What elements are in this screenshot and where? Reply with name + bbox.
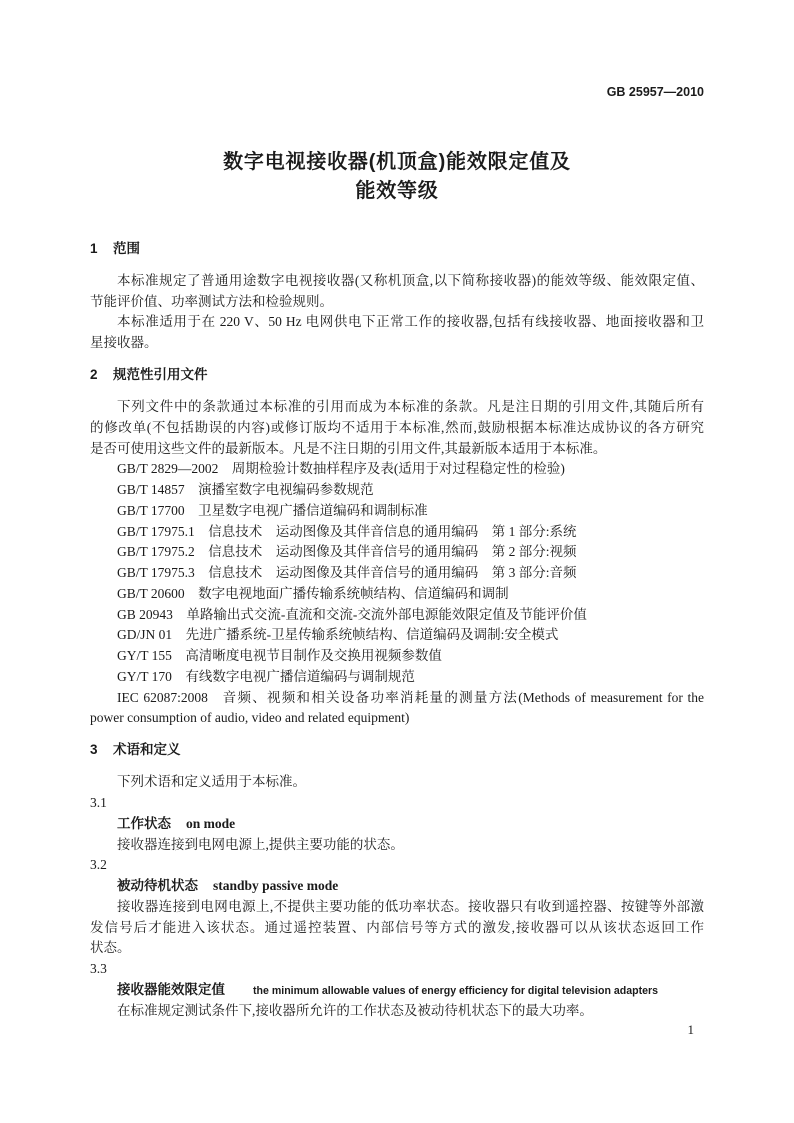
paragraph — [90, 397, 704, 459]
reference-title: 先进广播系统-卫星传输系统帧结构、信道编码及调制:安全模式 — [185, 627, 559, 643]
reference-title: 高清晰度电视节目制作及交换用视频参数值 — [185, 648, 442, 664]
reference-title: 周期检验计数抽样程序及表(适用于对过程稳定性的检验) — [231, 461, 565, 477]
term-heading — [90, 814, 704, 835]
reference-item — [90, 605, 704, 626]
text-line: 本标准适用于在 220 V、50 Hz 电网供电下正常工作的接收器,包括有线接收器、地面接收器和卫 — [117, 314, 704, 330]
reference-code: GB 20943 — [117, 606, 173, 622]
reference-item — [90, 667, 704, 688]
reference-item — [90, 646, 704, 667]
title-line-2: 能效等级 — [355, 180, 439, 202]
reference-title: 信息技术 运动图像及其伴音信息的通用编码 第 1 部分:系统 — [208, 523, 577, 539]
term-chinese: 被动待机状态 — [117, 878, 198, 894]
document-title — [0, 148, 794, 206]
term-entry — [90, 959, 704, 1021]
term-chinese: 工作状态 — [117, 815, 171, 831]
reference-code: GD/JN 01 — [117, 627, 173, 643]
term-english: standby passive mode — [213, 878, 339, 894]
reference-title: 单路输出式交流-直流和交流-交流外部电源能效限定值及节能评价值 — [186, 606, 587, 622]
section-heading — [90, 740, 704, 761]
term-entry — [90, 793, 704, 855]
reference-title: 卫星数字电视广播信道编码和调制标准 — [198, 502, 428, 518]
reference-code: GB/T 17975.1 — [117, 523, 195, 539]
reference-title: 音频、视频和相关设备功率消耗量的测量方法(Methods of measurement for the — [221, 689, 704, 705]
reference-title: 演播室数字电视编码参数规范 — [198, 482, 374, 498]
paragraph — [90, 271, 704, 313]
reference-title: 有线数字电视广播信道编码与调制规范 — [185, 668, 415, 684]
term-english: on mode — [186, 815, 236, 831]
text-line — [90, 688, 704, 709]
reference-code: IEC 62087:2008 — [117, 689, 208, 705]
title-line-1: 数字电视接收器(机顶盒)能效限定值及 — [223, 151, 571, 173]
text-line: 本标准规定了普通用途数字电视接收器(又称机顶盒,以下简称接收器)的能效等级、能效限定值、 — [117, 272, 704, 288]
term-definition: 接收器连接到电网电源上,提供主要功能的状态。 — [117, 836, 404, 852]
paragraph — [90, 312, 704, 354]
reference-item — [90, 688, 704, 730]
reference-code: GB/T 2829—2002 — [117, 461, 219, 477]
term-definition: 状态。 — [90, 940, 131, 956]
reference-code: GY/T 155 — [117, 648, 172, 664]
section-number: 2 — [90, 366, 98, 382]
reference-item — [90, 459, 704, 480]
reference-item — [90, 480, 704, 501]
text-line: 下列文件中的条款通过本标准的引用而成为本标准的条款。凡是注日期的引用文件,其随后所有 — [117, 399, 704, 415]
reference-title: 信息技术 运动图像及其伴音信号的通用编码 第 3 部分:音频 — [208, 565, 577, 581]
section-intro: 下列术语和定义适用于本标准。 — [117, 774, 306, 790]
page-number: 1 — [687, 1022, 694, 1037]
term-number: 3.1 — [90, 795, 107, 811]
reference-title: 数字电视地面广播传输系统帧结构、信道编码和调制 — [198, 585, 509, 601]
reference-code: GB/T 17975.2 — [117, 544, 195, 560]
section-scope — [90, 239, 704, 354]
term-definition: 接收器连接到电网电源上,不提供主要功能的低功率状态。接收器只有收到遥控器、按键等外部激 — [117, 898, 704, 914]
term-entry — [90, 855, 704, 959]
reference-item — [90, 584, 704, 605]
document-body — [90, 239, 704, 1022]
section-heading — [90, 239, 704, 260]
term-definition: 在标准规定测试条件下,接收器所允许的工作状态及被动待机状态下的最大功率。 — [117, 1002, 593, 1018]
reference-code: GB/T 14857 — [117, 482, 185, 498]
reference-list — [90, 459, 704, 729]
section-normative-references — [90, 365, 704, 729]
section-number: 1 — [90, 240, 98, 256]
reference-item — [90, 522, 704, 543]
term-english: the minimum allowable values of energy efficiency for digital television adapters — [253, 984, 659, 997]
term-definition: 发信号后才能进入该状态。通过遥控装置、内部信号等方式的激发,接收器可以从该状态返回工作 — [90, 919, 704, 935]
section-title: 规范性引用文件 — [113, 366, 208, 382]
reference-title-continued: power consumption of audio, video and related equipment) — [90, 710, 410, 726]
text-line: 星接收器。 — [90, 335, 158, 351]
section-terms-and-definitions — [90, 740, 704, 1021]
reference-code: GB/T 17975.3 — [117, 565, 195, 581]
section-title: 术语和定义 — [113, 742, 181, 758]
reference-item — [90, 542, 704, 563]
term-heading — [90, 980, 704, 1001]
text-line: 是否可使用这些文件的最新版本。凡是不注日期的引用文件,其最新版本适用于本标准。 — [90, 440, 607, 456]
section-number: 3 — [90, 742, 98, 758]
term-number: 3.3 — [90, 961, 107, 977]
reference-item — [90, 563, 704, 584]
term-number: 3.2 — [90, 857, 107, 873]
text-line: 的修改单(不包括勘误的内容)或修订版均不适用于本标准,然而,鼓励根据本标准达成协议的各方研究 — [90, 419, 704, 435]
reference-title: 信息技术 运动图像及其伴音信号的通用编码 第 2 部分:视频 — [208, 544, 577, 560]
term-heading — [90, 876, 704, 897]
text-line: 节能评价值、功率测试方法和检验规则。 — [90, 293, 333, 309]
section-heading — [90, 365, 704, 386]
reference-item — [90, 625, 704, 646]
term-chinese: 接收器能效限定值 — [117, 981, 225, 997]
standard-number: GB 25957—2010 — [606, 85, 704, 99]
reference-item — [90, 501, 704, 522]
reference-code: GY/T 170 — [117, 668, 172, 684]
section-title: 范围 — [113, 240, 140, 256]
reference-code: GB/T 20600 — [117, 585, 185, 601]
reference-code: GB/T 17700 — [117, 502, 185, 518]
